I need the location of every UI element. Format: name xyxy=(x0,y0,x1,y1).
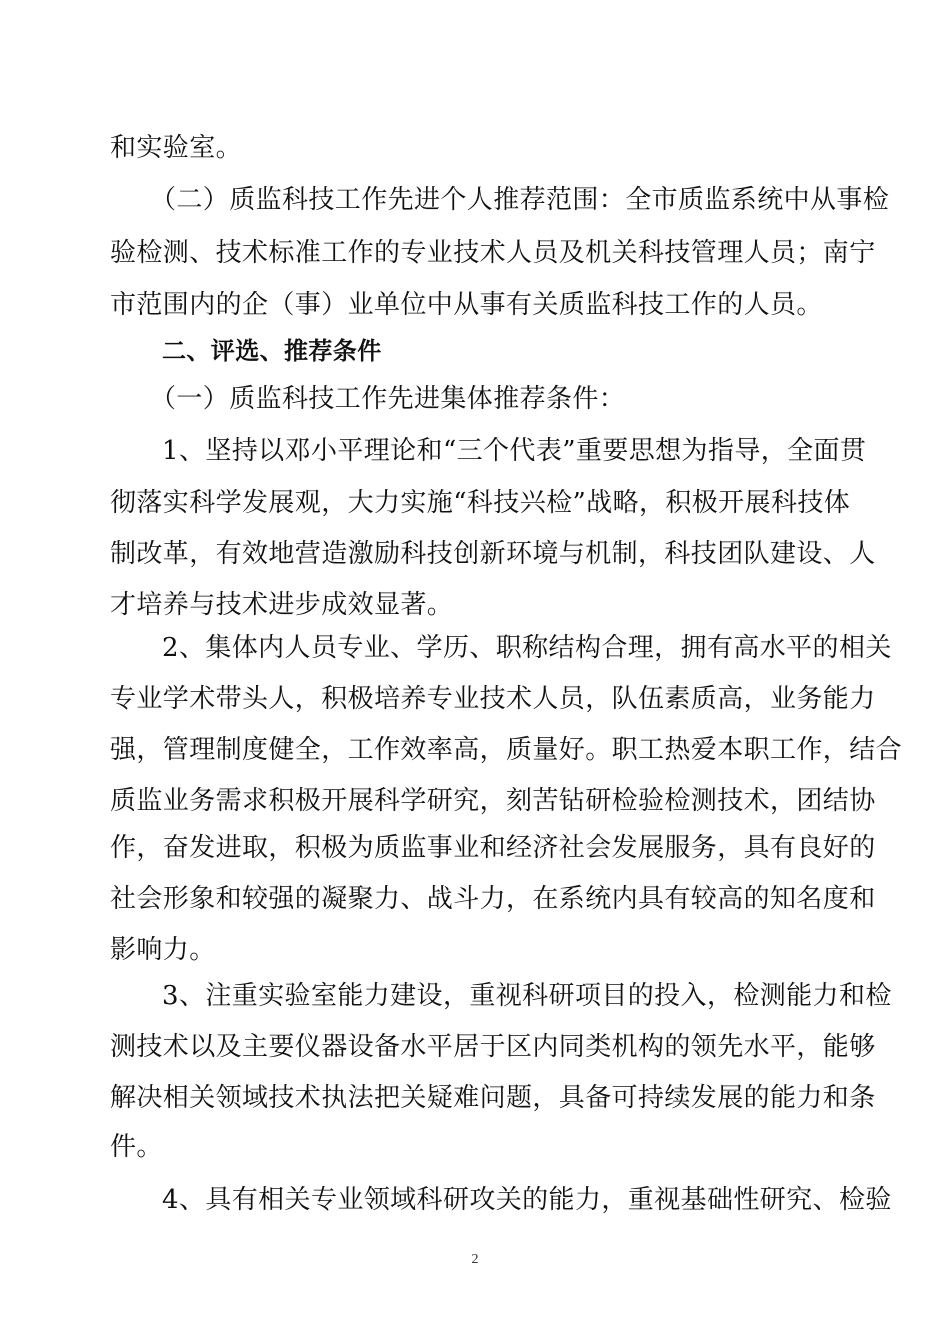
section-heading: 二、评选、推荐条件 xyxy=(162,337,382,365)
text-line: 彻落实科学发展观，大力实施“科技兴检”战略，积极开展科技体 xyxy=(110,488,851,518)
text-line: 社会形象和较强的凝聚力、战斗力，在系统内具有较高的知名度和 xyxy=(110,884,876,914)
text-line: （二）质监科技工作先进个人推荐范围：全市质监系统中从事检 xyxy=(150,185,890,215)
text-line: 2、集体内人员专业、学历、职称结构合理，拥有高水平的相关 xyxy=(162,633,892,663)
text-line: 和实验室。 xyxy=(110,133,243,163)
text-line: 市范围内的企（事）业单位中从事有关质监科技工作的人员。 xyxy=(110,290,823,320)
text-line: 解决相关领域技术执法把关疑难问题，具备可持续发展的能力和条 xyxy=(110,1083,876,1113)
text-line: 强，管理制度健全，工作效率高，质量好。职工热爱本职工作，结合 xyxy=(110,735,903,765)
text-line: 作，奋发进取，积极为质监事业和经济社会发展服务，具有良好的 xyxy=(110,833,876,863)
text-line: 制改革，有效地营造激励科技创新环境与机制，科技团队建设、人 xyxy=(110,539,876,569)
text-line: 验检测、技术标准工作的专业技术人员及机关科技管理人员；南宁 xyxy=(110,238,876,268)
text-line: 测技术以及主要仪器设备水平居于区内同类机构的领先水平，能够 xyxy=(110,1032,876,1062)
page-number: 2 xyxy=(471,1252,479,1267)
text-line: 质监业务需求积极开展科学研究，刻苦钻研检验检测技术，团结协 xyxy=(110,786,876,816)
text-line: 3、注重实验室能力建设，重视科研项目的投入，检测能力和检 xyxy=(162,981,892,1011)
text-line: 4、具有相关专业领域科研攻关的能力，重视基础性研究、检验 xyxy=(162,1185,892,1215)
text-line: 专业学术带头人，积极培养专业技术人员，队伍素质高，业务能力 xyxy=(110,684,876,714)
text-line: 件。 xyxy=(110,1132,163,1162)
subsection-heading: （一）质监科技工作先进集体推荐条件： xyxy=(150,384,626,414)
text-line: 影响力。 xyxy=(110,935,216,965)
text-line: 才培养与技术进步成效显著。 xyxy=(110,590,454,620)
text-line: 1、坚持以邓小平理论和“三个代表”重要思想为指导，全面贯 xyxy=(162,436,867,466)
